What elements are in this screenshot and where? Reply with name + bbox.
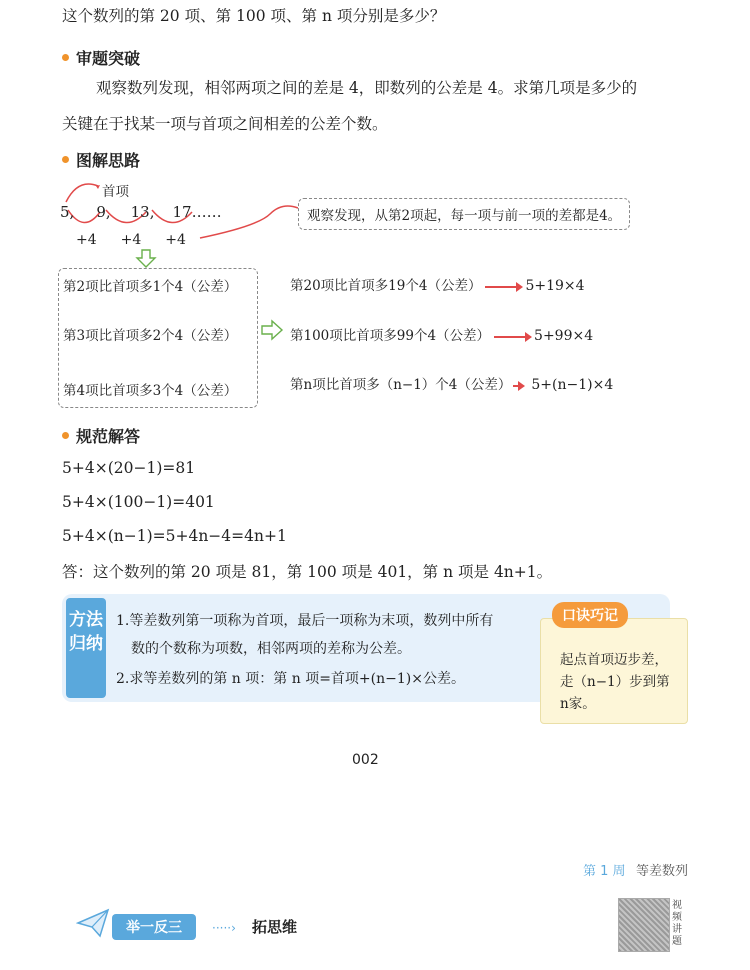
method-tag: 方法归纳 bbox=[66, 598, 106, 698]
bullet-dot-icon bbox=[62, 432, 69, 439]
qr-code-image[interactable] bbox=[618, 898, 670, 952]
term: 13, bbox=[130, 203, 155, 221]
red-arrow-icon bbox=[513, 385, 523, 387]
term: 17…… bbox=[172, 203, 222, 221]
left-dashed-box bbox=[58, 268, 258, 408]
mnemonic-line-3: n家。 bbox=[560, 696, 596, 712]
difference-labels bbox=[76, 232, 186, 248]
week-label: 第 1 周 bbox=[583, 864, 626, 879]
question-text: 这个数列的第 20 项、第 100 项、第 n 项分别是多少？ bbox=[62, 7, 446, 25]
diff: +4 bbox=[76, 232, 97, 248]
term: 5, bbox=[60, 203, 75, 221]
analysis-line-2: 关键在于找某一项与首项之间相差的公差个数。 bbox=[62, 115, 388, 133]
method-line-2: 数的个数称为项数，相邻两项的差称为公差。 bbox=[131, 641, 411, 657]
section-title-analysis: 审题突破 bbox=[62, 46, 140, 69]
solution-line: 5+4×(20−1)=81 bbox=[62, 459, 196, 477]
answer-text: 答：这个数列的第 20 项是 81，第 100 项是 401，第 n 项是 4n+1。 bbox=[62, 563, 553, 581]
section-title-diagram: 图解思路 bbox=[62, 148, 140, 171]
red-arrow-icon bbox=[494, 336, 530, 338]
right-item: 第100项比首项多99个4（公差） 5+99×4 bbox=[290, 328, 594, 344]
first-term-label: 首项 bbox=[102, 184, 129, 200]
method-line-3: 2.求等差数列的第 n 项：第 n 项=首项+(n−1)×公差。 bbox=[116, 671, 465, 687]
left-item: 第4项比首项多3个4（公差） bbox=[63, 383, 238, 399]
observation-callout: 观察发现，从第2项起，每一项与前一项的差都是4。 bbox=[298, 198, 630, 230]
diff: +4 bbox=[120, 232, 142, 248]
term: 9, bbox=[96, 203, 111, 221]
red-arrow-icon bbox=[485, 286, 521, 288]
right-item: 第20项比首项多19个4（公差） 5+19×4 bbox=[290, 278, 585, 294]
mnemonic-line-1: 起点首项迈步差， bbox=[560, 652, 668, 668]
page-number: 002 bbox=[352, 752, 379, 768]
banner-subtitle: 拓思维 bbox=[252, 918, 298, 936]
banner-label: 举一反三 bbox=[112, 914, 196, 940]
thinking-diagram bbox=[0, 0, 750, 430]
solution-line: 5+4×(100−1)=401 bbox=[62, 493, 215, 511]
right-item: 第n项比首项多（n−1）个4（公差） 5+(n−1)×4 bbox=[290, 377, 614, 393]
left-item: 第3项比首项多2个4（公差） bbox=[63, 328, 238, 344]
analysis-line-1: 观察数列发现，相邻两项之间的差是 4，即数列的公差是 4。求第几项是多少的 bbox=[96, 79, 638, 97]
left-item: 第2项比首项多1个4（公差） bbox=[63, 279, 238, 295]
mnemonic-line-2: 走（n−1）步到第 bbox=[560, 674, 670, 690]
dotted-arrow-icon: ·····› bbox=[212, 921, 236, 935]
topic-label: 等差数列 bbox=[636, 864, 689, 879]
mnemonic-tag: 口诀巧记 bbox=[552, 602, 628, 628]
qr-label: 视频讲题 bbox=[672, 900, 682, 947]
paper-plane-icon bbox=[76, 908, 110, 938]
solution-line: 5+4×(n−1)=5+4n−4=4n+1 bbox=[62, 527, 287, 545]
sequence-terms bbox=[60, 203, 222, 221]
section-title-solution: 规范解答 bbox=[62, 424, 140, 447]
method-line-1: 1.等差数列第一项称为首项，最后一项称为末项，数列中所有 bbox=[116, 613, 494, 629]
diff: +4 bbox=[165, 232, 186, 248]
